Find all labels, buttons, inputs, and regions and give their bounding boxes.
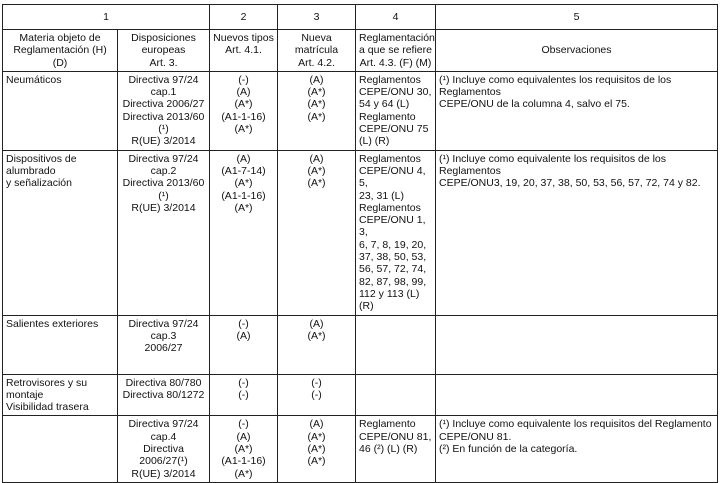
cell-materia: Dispositivos de alumbrado y señalización: [3, 150, 118, 315]
cell-observaciones: (¹) Incluye como equivalente los requisitos de los Reglamentos CEPE/ONU3, 19, 20, 37, 38, 50, 53, 56, 57, 72, 74 y 82.: [436, 150, 718, 315]
cell-observaciones: [436, 315, 718, 374]
header-nuevos-tipos: Nuevos tipos Art. 4.1.: [210, 30, 278, 72]
cell-disposiciones: Directiva 97/24 cap.4 Directiva 2006/27(¹) R(UE) 3/2014: [118, 416, 210, 482]
cell-disposiciones: Directiva 80/780 Directiva 80/1272: [118, 374, 210, 416]
cell-reglamentacion: Reglamento CEPE/ONU 81, 46 (²) (L) (R): [356, 416, 436, 482]
cell-nueva-matricula: (A) (A*) (A*) (A*): [278, 71, 356, 150]
regulation-table: [2, 4, 718, 483]
cell-materia: Retrovisores y su montaje Visibilidad trasera: [3, 374, 118, 416]
cell-nuevos-tipos: (-) (A) (A*) (A1-1-16)(A*): [210, 71, 278, 150]
table-row: [3, 71, 718, 150]
table-row: [3, 150, 718, 315]
cell-disposiciones: Directiva 97/24 cap.2 Directiva 2013/60 (¹) R(UE) 3/2014: [118, 150, 210, 315]
column-number-row: [3, 5, 718, 30]
cell-reglamentacion: [356, 315, 436, 374]
table-row: [3, 315, 718, 374]
cell-observaciones: [436, 374, 718, 416]
cell-reglamentacion: [356, 374, 436, 416]
cell-disposiciones: Directiva 97/24 cap.3 2006/27: [118, 315, 210, 374]
cell-observaciones: (¹) Incluye como equivalentes los requisitos de los Reglamentos CEPE/ONU de la columna 4, salvo el 75.: [436, 71, 718, 150]
header-nueva-matricula: Nueva matrícula Art. 4.2.: [278, 30, 356, 72]
header-observaciones: Observaciones: [436, 30, 718, 72]
cell-nuevos-tipos: (A) (A1-7-14)(A*) (A1-1-16)(A*): [210, 150, 278, 315]
cell-nueva-matricula: (-) (-): [278, 374, 356, 416]
header-reglamentacion: Reglamentación a que se refiere Art. 4.3. (F) (M): [356, 30, 436, 72]
cell-materia: Salientes exteriores: [3, 315, 118, 374]
cell-nuevos-tipos: (-) (-): [210, 374, 278, 416]
cell-disposiciones: Directiva 97/24 cap.1 Directiva 2006/27 Directiva 2013/60 (¹) R(UE) 3/2014: [118, 71, 210, 150]
cell-nuevos-tipos: (-) (A) (A*) (A1-1-16)(A*): [210, 416, 278, 482]
cell-reglamentacion: Reglamentos CEPE/ONU 30, 54 y 64 (L) Reglamento CEPE/ONU 75 (L) (R): [356, 71, 436, 150]
cell-observaciones: (¹) Incluye como equivalente los requisitos del Reglamento CEPE/ONU 81. (²) En función de la categoría.: [436, 416, 718, 482]
cell-reglamentacion: Reglamentos CEPE/ONU 4, 5, 23, 31 (L) Reglamentos CEPE/ONU 1, 3, 6, 7, 8, 19, 20, 37, 38, 50, 53, 56, 57, 72, 74, 82, 87, 98, 99, 112 y 113 (L) (R): [356, 150, 436, 315]
column-number-3: 3: [278, 5, 356, 30]
header-row: [3, 30, 718, 72]
column-number-1: 1: [3, 5, 210, 30]
cell-nuevos-tipos: (-) (A): [210, 315, 278, 374]
cell-nueva-matricula: (A) (A*) (A*): [278, 150, 356, 315]
column-number-2: 2: [210, 5, 278, 30]
column-number-4: 4: [356, 5, 436, 30]
header-disposiciones: Disposiciones europeas Art. 3.: [118, 30, 210, 72]
cell-nueva-matricula: (A) (A*) (A*) (A*): [278, 416, 356, 482]
table-row: [3, 374, 718, 416]
cell-nueva-matricula: (A) (A*): [278, 315, 356, 374]
cell-materia: Neumáticos: [3, 71, 118, 150]
column-number-5: 5: [436, 5, 718, 30]
header-materia: Materia objeto de Reglamentación (H) (D): [3, 30, 118, 72]
